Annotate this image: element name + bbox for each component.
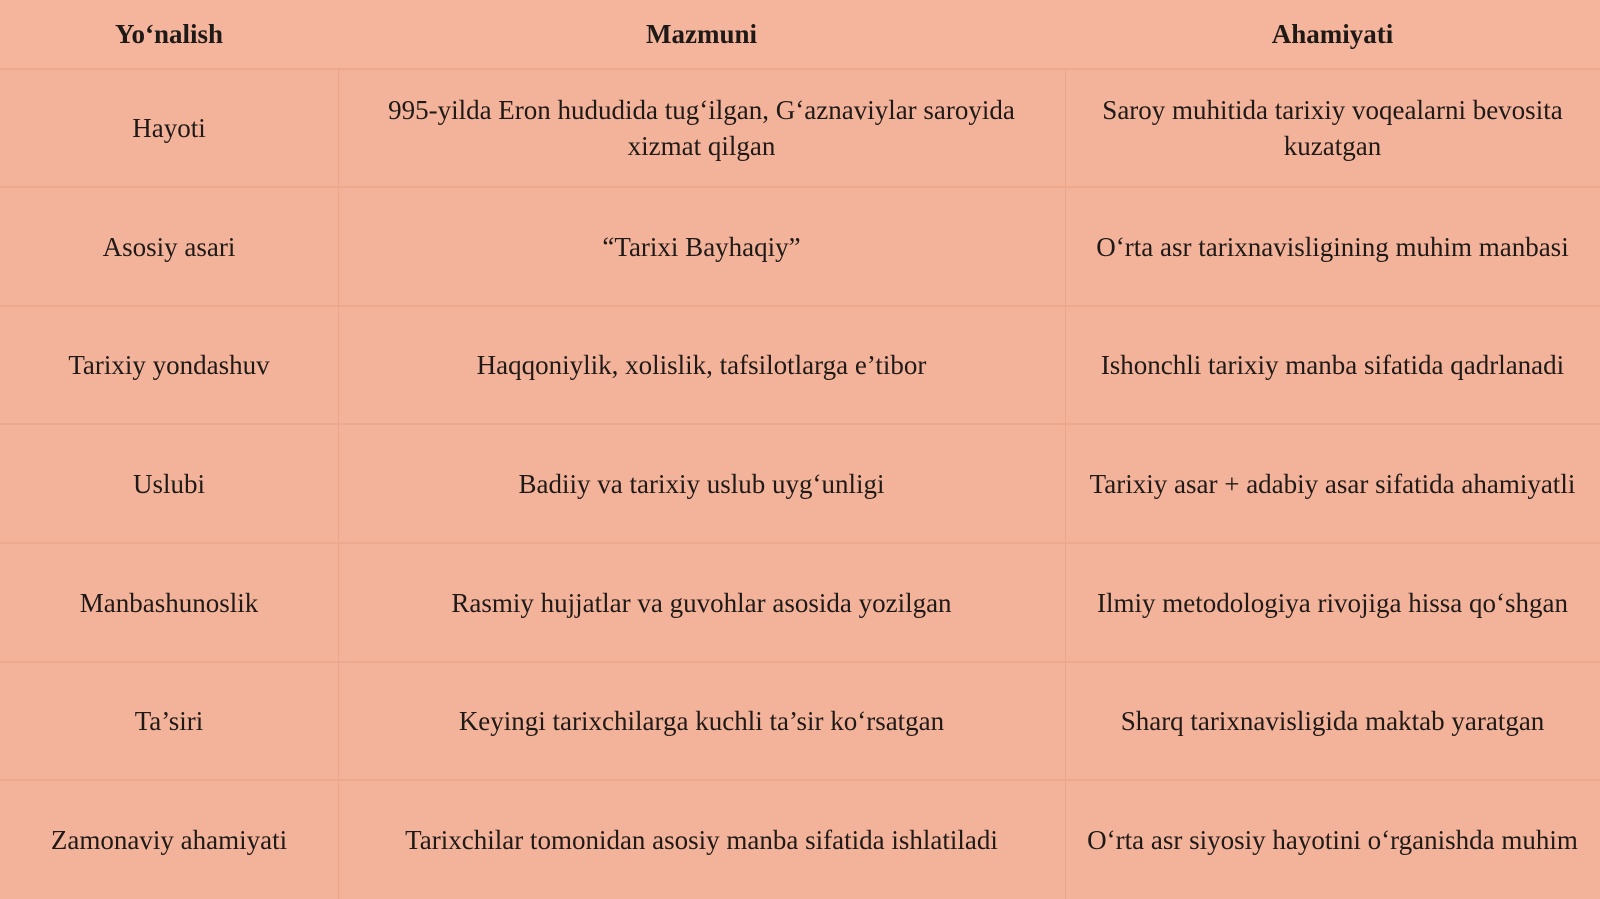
- table-row: [0, 425, 1600, 544]
- table-row: [0, 70, 1600, 188]
- cell-content: Keyingi tarixchilarga kuchli ta’sir ko‘rsatgan: [458, 706, 945, 736]
- cell-content: Rasmiy hujjatlar va guvohlar asosida yozilgan: [451, 587, 952, 618]
- table-row: [0, 781, 1600, 899]
- cell-content: Haqqoniylik, xolislik, tafsilotlarga e’tibor: [476, 350, 927, 380]
- cell-significance: Sharq tarixnavisligida maktab yaratgan: [1120, 706, 1545, 736]
- cell-significance: O‘rta asr tarixnavisligining muhim manbasi: [1096, 231, 1569, 262]
- cell-significance: O‘rta asr siyosiy hayotini o‘rganishda muhim: [1087, 825, 1578, 855]
- cell-significance: Ishonchli tarixiy manba sifatida qadrlanadi: [1100, 350, 1565, 380]
- cell-direction: Tarixiy yondashuv: [68, 350, 270, 380]
- table-row: [0, 663, 1600, 781]
- header-ahamiyati: Ahamiyati: [1271, 19, 1394, 49]
- cell-direction: Asosiy asari: [102, 231, 236, 262]
- table-header-row: [0, 0, 1600, 70]
- header-mazmuni: Mazmuni: [646, 19, 757, 49]
- header-yonalish: Yo‘nalish: [114, 19, 224, 49]
- cell-significance: Ilmiy metodologiya rivojiga hissa qo‘shgan: [1097, 587, 1568, 618]
- cell-direction: Uslubi: [132, 468, 205, 499]
- cell-direction: Manbashunoslik: [79, 587, 259, 618]
- cell-direction: Hayoti: [132, 113, 206, 143]
- table-row: [0, 188, 1600, 307]
- table-row: [0, 544, 1600, 663]
- cell-content: Badiiy va tarixiy uslub uyg‘unligi: [518, 468, 885, 499]
- cell-significance: Tarixiy asar + adabiy asar sifatida ahamiyatli: [1089, 468, 1576, 499]
- cell-significance: Saroy muhitida tarixiy voqealarni bevosita kuzatgan: [1102, 95, 1563, 161]
- table-row: [0, 307, 1600, 425]
- cell-content: 995-yilda Eron hududida tug‘ilgan, G‘aznaviylar saroyida xizmat qilgan: [388, 95, 1015, 161]
- cell-direction: Ta’siri: [134, 706, 204, 736]
- cell-content: Tarixchilar tomonidan asosiy manba sifatida ishlatiladi: [405, 825, 998, 855]
- cell-content: “Tarixi Bayhaqiy”: [602, 231, 801, 262]
- cell-direction: Zamonaviy ahamiyati: [50, 825, 288, 855]
